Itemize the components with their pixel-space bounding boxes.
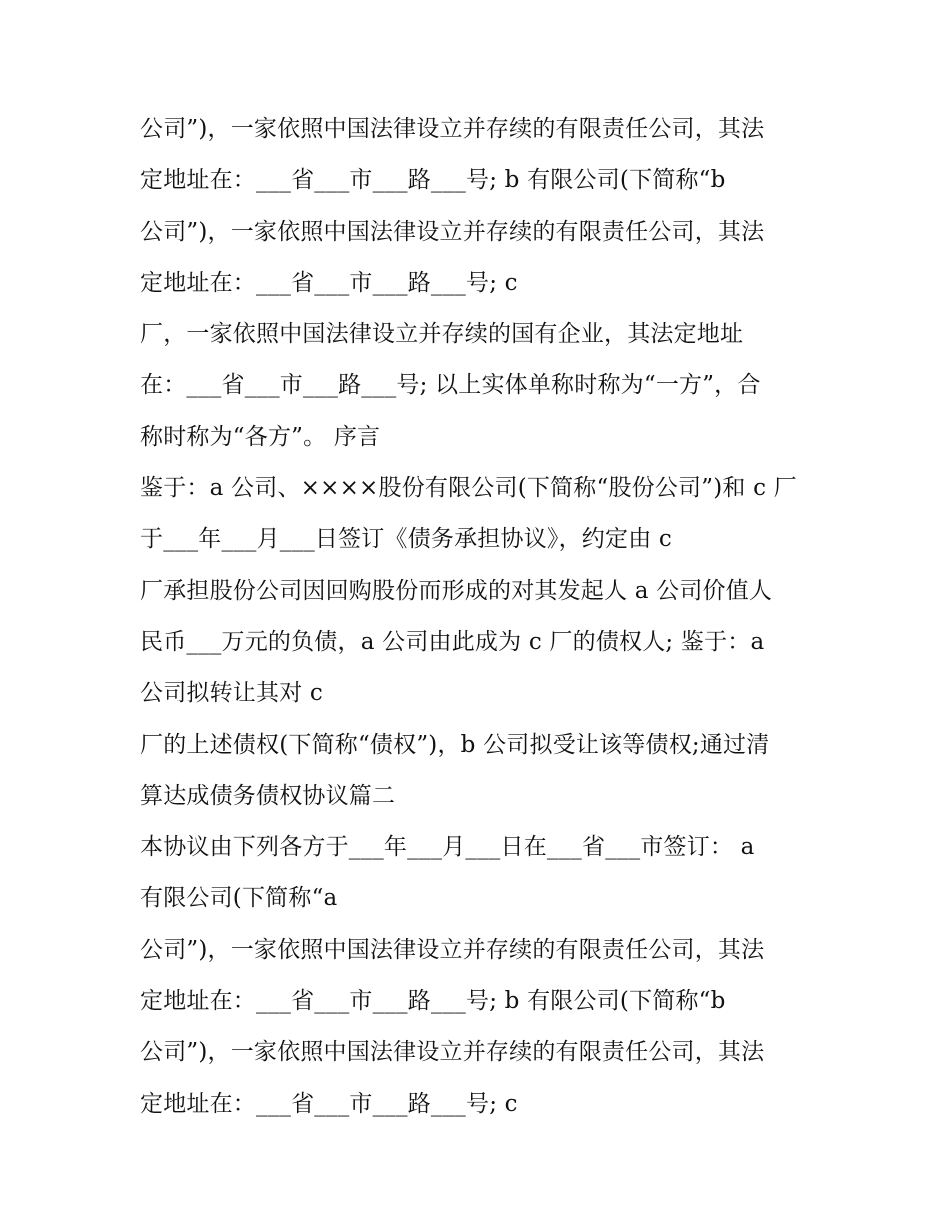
text-line: 定地址在：___省___市___路___号; b 有限公司(下简称“b [140,988,726,1015]
text-line: 定地址在：___省___市___路___号; c [140,269,518,296]
text-line: 鉴于：a 公司、××××股份有限公司(下简称“股份公司”)和 c 厂 [140,475,797,502]
text-line: 公司拟转让其对 c [140,680,323,707]
text-line: 厂的上述债权(下简称“债权”)，b 公司拟受让该等债权;通过清 [140,731,770,758]
text-line: 公司”)，一家依照中国法律设立并存续的有限责任公司，其法 [140,218,765,245]
document-body [140,104,820,1130]
text-line: 有限公司(下简称“a [140,885,338,912]
text-line: 公司”)，一家依照中国法律设立并存续的有限责任公司，其法 [140,1039,765,1066]
text-line: 算达成债务债权协议篇二 [140,782,396,809]
text-line: 定地址在：___省___市___路___号; c [140,1090,518,1117]
text-line: 本协议由下列各方于___年___月___日在___省___市签订： a [140,834,755,861]
text-line: 在：___省___市___路___号; 以上实体单称时称为“一方”，合 [140,372,761,399]
text-line: 厂，一家依照中国法律设立并存续的国有企业，其法定地址 [140,321,744,348]
text-line: 于___年___月___日签订《债务承担协议》，约定由 c [140,526,672,553]
text-line: 厂承担股份公司因回购股份而形成的对其发起人 a 公司价值人 [140,577,773,604]
text-line: 称时称为“各方”。 序言 [140,423,381,450]
text-line: 公司”)，一家依照中国法律设立并存续的有限责任公司，其法 [140,116,765,142]
text-line: 民币___万元的负债，a 公司由此成为 c 厂的债权人; 鉴于：a [140,628,765,655]
text-line: 公司”)，一家依照中国法律设立并存续的有限责任公司，其法 [140,936,765,963]
text-line: 定地址在：___省___市___路___号; b 有限公司(下简称“b [140,167,726,194]
